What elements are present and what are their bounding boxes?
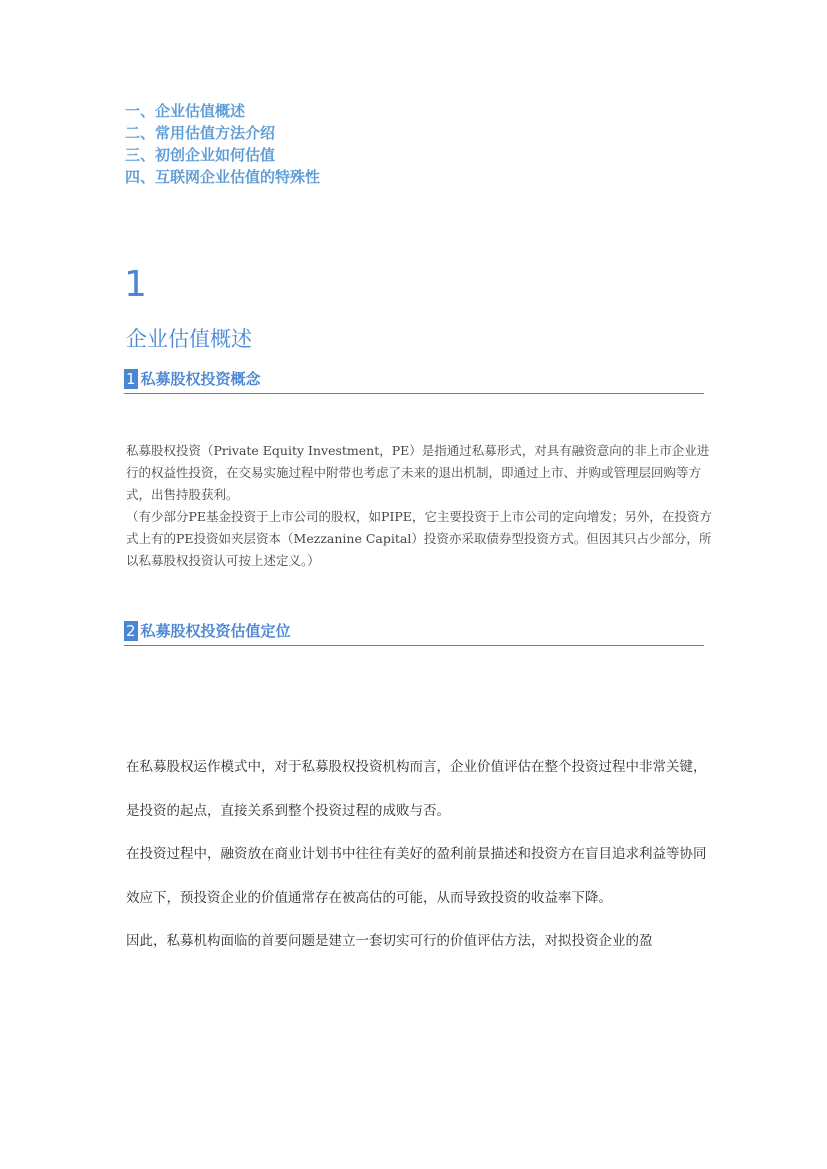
section-number: 1 [124, 264, 147, 305]
subsection-title: 私募股权投资概念 [140, 369, 261, 388]
subsection-heading-1 [124, 368, 704, 394]
toc-link-internet[interactable]: 四、互联网企业估值的特殊性 [125, 168, 321, 186]
subsection-title: 私募股权投资估值定位 [140, 621, 291, 640]
valuation-positioning-text [126, 746, 716, 964]
toc-link-overview[interactable]: 一、企业估值概述 [125, 102, 246, 120]
toc-link-methods[interactable]: 二、常用估值方法介绍 [125, 124, 276, 142]
toc-link-startup[interactable]: 三、初创企业如何估值 [125, 146, 276, 164]
table-of-contents [125, 100, 725, 188]
paragraph: 因此，私募机构面临的首要问题是建立一套切实可行的价值评估方法，对拟投资企业的盈 [126, 933, 653, 949]
section-title: 企业估值概述 [126, 327, 252, 351]
subsection-heading-2 [124, 620, 704, 646]
pe-definition-text [126, 440, 716, 572]
paragraph: 在私募股权运作模式中，对于私募股权投资机构而言，企业价值评估在整个投资过程中非常关键，是投资的起点，直接关系到整个投资过程的成败与否。 [126, 759, 707, 819]
paragraph: （有少部分PE基金投资于上市公司的股权，如PIPE，它主要投资于上市公司的定向增发；另外，在投资方式上有的PE投资如夹层资本（Mezzanine Capital）投资亦采取债券型投资方式。但因其只占少部分，所以私募股权投资认可按上述定义。） [126, 509, 712, 568]
paragraph: 私募股权投资（Private Equity Investment，PE）是指通过私募形式，对具有融资意向的非上市企业进行的权益性投资，在交易实施过程中附带也考虑了未来的退出机制，即通过上市、并购或管理层回购等方式，出售持股获利。 [126, 443, 710, 502]
subsection-number: 2 [126, 621, 136, 640]
paragraph: 在投资过程中，融资放在商业计划书中往往有美好的盈利前景描述和投资方在盲目追求利益等协同效应下，预投资企业的价值通常存在被高估的可能，从而导致投资的收益率下降。 [126, 846, 707, 906]
subsection-number: 1 [126, 369, 136, 388]
